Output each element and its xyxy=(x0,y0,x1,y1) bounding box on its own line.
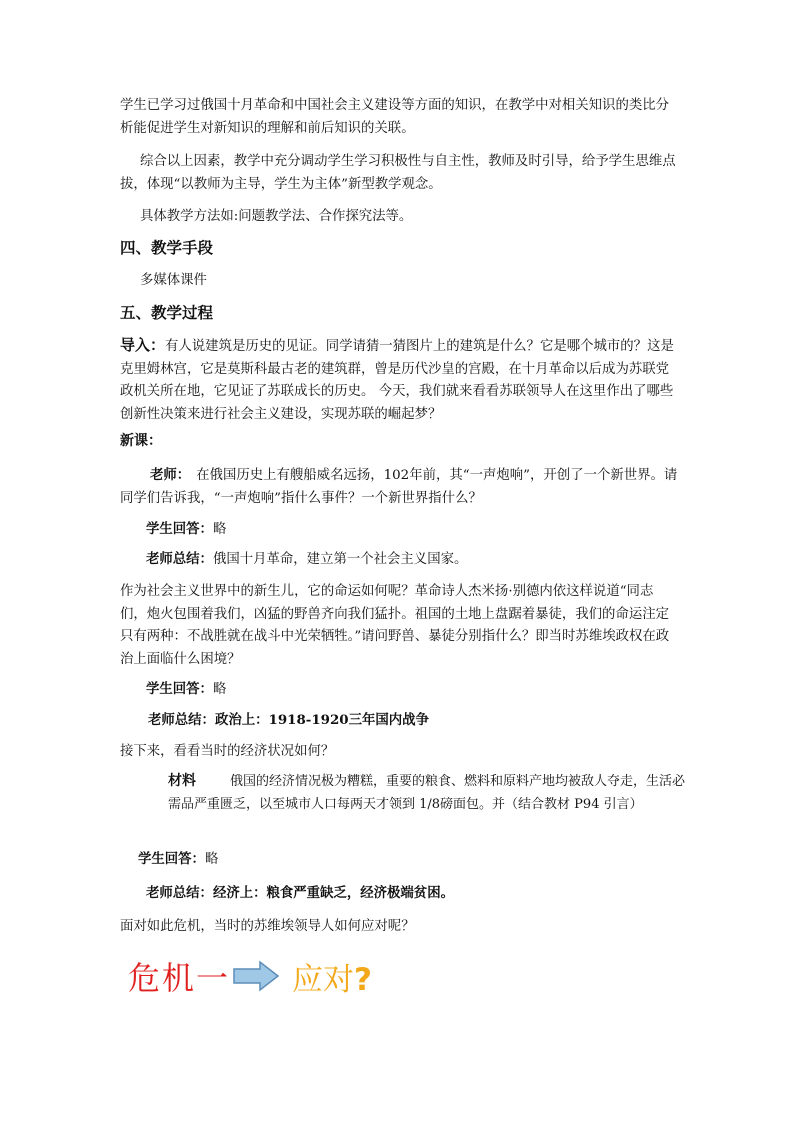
teacher-summary-3 xyxy=(146,882,454,906)
student-answer-label: 学生回答： xyxy=(146,681,213,697)
student-answer-label: 学生回答： xyxy=(138,851,205,867)
summary-text: 政治上：1918-1920三年国内战争 xyxy=(214,712,429,728)
right-arrow-icon xyxy=(232,959,280,993)
material-tag: 材料 xyxy=(168,773,196,789)
paragraph-teaching-philosophy: 综合以上因素，教学中充分调动学生学习积极性与自主性，教师及时引导，给予学生思维点拔，体现“以教师为主导，学生为主体”新型教学观念。 xyxy=(120,154,676,192)
intro-text: 有人说建筑是历史的见证。同学请猜一猜图片上的建筑是什么？它是哪个城市的？这是克里姆林宫，它是莫斯科最古老的建筑群，曾是历代沙皇的宫殿，在十月革命以后成为苏联党政机关所在地，它见证了苏联成长的历史。 今天，我们就来看看苏联领导人在这里作出了哪些创新性决策来进行社会主义建设，实现苏联的崛起梦？ xyxy=(120,339,674,422)
intro-label: 导入： xyxy=(120,336,166,354)
paragraph-introduction xyxy=(120,334,680,426)
summary-label: 老师总结： xyxy=(148,712,215,728)
summary-label: 老师总结： xyxy=(146,885,213,901)
new-lesson-label: 新课： xyxy=(120,433,162,449)
section-heading-teaching-process: 五、教学过程 xyxy=(120,303,214,322)
student-answer-2 xyxy=(146,678,226,702)
student-answer-3 xyxy=(138,848,218,872)
student-answer-text: 略 xyxy=(212,682,227,697)
teacher-summary-2 xyxy=(148,709,429,733)
summary-label: 老师总结： xyxy=(146,551,213,567)
section-heading-teaching-means: 四、教学手段 xyxy=(120,238,214,257)
summary-text: 经济上：粮食严重缺乏，经济极端贫困。 xyxy=(212,885,454,901)
response-question-mark: ? xyxy=(354,961,372,998)
student-answer-1 xyxy=(146,518,226,542)
teacher-summary-1 xyxy=(146,548,467,572)
student-answer-label: 学生回答： xyxy=(146,521,213,537)
material-text: 俄国的经济情况极为糟糕，重要的粮食、燃料和原料产地均被敌人夺走，生活必需品严重匮乏，以至城市人口每两天才领到 1/8磅面包。并（结合教材 P94 引言） xyxy=(168,774,686,812)
paragraph-prior-knowledge: 学生已学习过俄国十月革命和中国社会主义建设等方面的知识，在教学中对相关知识的类比分析能促进学生对新知识的理解和前后知识的关联。 xyxy=(120,98,670,136)
paragraph-poem: 作为社会主义世界中的新生儿，它的命运如何呢？革命诗人杰米扬·别德内依这样说道“同志们，炮火包围着我们，凶猛的野兽齐向我们猛扑。祖国的土地上盘踞着暴徒，我们的命运注定只有两种：不战胜就在战斗中光荣牺牲。”请问野兽、暴徒分别指什么？即当时苏维埃政权在政治上面临什么困境？ xyxy=(120,584,670,667)
teacher-text: 在俄国历史上有艘船威名远扬，102年前，其“一声炮响”，开创了一个新世界。请同学们告诉我，“一声炮响”指什么事件？一个新世界指什么？ xyxy=(120,468,678,506)
paragraph-face-crisis: 面对如此危机，当时的苏维埃领导人如何应对呢？ xyxy=(120,919,415,934)
response-word: 应对 xyxy=(292,961,355,998)
summary-text: 俄国十月革命，建立第一个社会主义国家。 xyxy=(212,552,468,567)
response-text xyxy=(292,954,372,999)
crisis-response-graphic xyxy=(128,948,372,1004)
paragraph-multimedia: 多媒体课件 xyxy=(140,273,207,288)
student-answer-text: 略 xyxy=(204,852,219,867)
paragraph-teacher-question xyxy=(120,464,680,510)
teacher-label: 老师： xyxy=(150,467,191,483)
paragraph-economy-question: 接下来，看看当时的经济状况如何？ xyxy=(120,744,335,759)
material-excerpt xyxy=(168,770,688,816)
student-answer-text: 略 xyxy=(212,522,227,537)
paragraph-teaching-methods: 具体教学方法如:问题教学法、合作探究法等。 xyxy=(140,209,413,224)
crisis-text: 危机一 xyxy=(128,959,231,997)
